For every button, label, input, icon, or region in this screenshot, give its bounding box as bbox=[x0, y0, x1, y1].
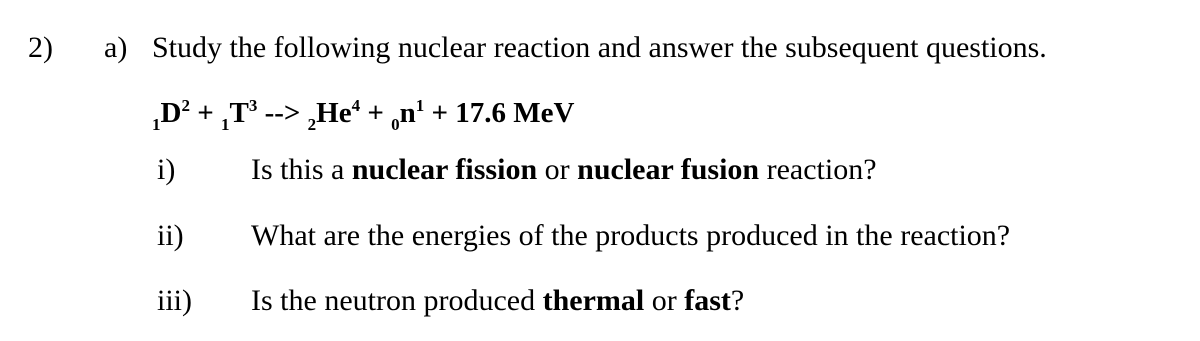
item-text: Is the neutron produced bbox=[251, 284, 543, 317]
neutron-symbol: n bbox=[399, 97, 416, 129]
deuterium-mass-number: 2 bbox=[181, 96, 190, 115]
deuterium-atomic-number: 1 bbox=[152, 115, 161, 134]
question-number: 2) bbox=[28, 31, 53, 64]
helium-atomic-number: 2 bbox=[307, 115, 317, 134]
item-bold-text: fast bbox=[684, 284, 731, 317]
part-label: a) bbox=[104, 31, 128, 64]
item-text: or bbox=[644, 284, 685, 317]
plus-sign: + bbox=[360, 97, 392, 129]
part-instruction: Study the following nuclear reaction and answer the subsequent questions. bbox=[152, 31, 1047, 64]
item-question-3 bbox=[251, 283, 744, 319]
item-text: reaction? bbox=[759, 153, 877, 186]
neutron-charge-number: 0 bbox=[391, 115, 400, 134]
item-numeral-3: iii) bbox=[157, 284, 192, 317]
item-numeral-2: ii) bbox=[157, 219, 184, 252]
tritium-atomic-number: 1 bbox=[220, 115, 230, 134]
tritium-mass-number: 3 bbox=[248, 96, 258, 115]
deuterium-symbol: D bbox=[160, 97, 182, 129]
nuclear-reaction-equation bbox=[152, 95, 575, 135]
helium-mass-number: 4 bbox=[351, 96, 361, 115]
item-text: or bbox=[537, 153, 578, 186]
item-bold-text: thermal bbox=[542, 284, 645, 317]
neutron-mass-number: 1 bbox=[415, 96, 425, 115]
item-bold-text: nuclear fusion bbox=[577, 153, 760, 186]
reaction-arrow: --> bbox=[257, 97, 308, 129]
item-question-2: What are the energies of the products produced in the reaction? bbox=[251, 219, 1011, 252]
item-text: ? bbox=[730, 284, 745, 317]
plus-sign: + bbox=[189, 97, 221, 129]
item-text: Is this a bbox=[251, 153, 352, 186]
item-numeral-1: i) bbox=[157, 153, 176, 186]
item-question-1 bbox=[251, 152, 877, 188]
released-energy: + 17.6 MeV bbox=[424, 97, 575, 129]
item-bold-text: nuclear fission bbox=[351, 153, 538, 186]
helium-symbol: He bbox=[316, 97, 352, 129]
tritium-symbol: T bbox=[229, 97, 249, 129]
